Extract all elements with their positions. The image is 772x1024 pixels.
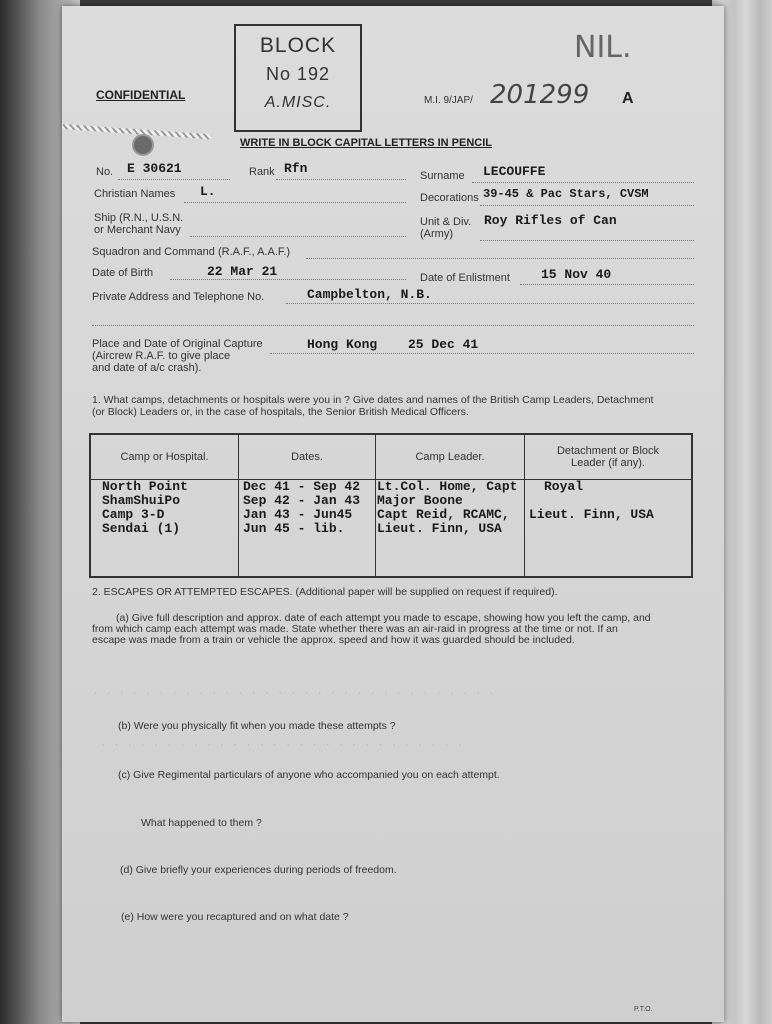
address-dotline-1 xyxy=(286,303,694,304)
squadron-dotline xyxy=(306,258,694,259)
ship-dotline xyxy=(190,236,406,237)
detachment-column xyxy=(525,480,693,578)
unit-label-2: (Army) xyxy=(420,228,453,240)
unit-value: Roy Rifles of Can xyxy=(484,213,617,228)
leader-entry: Lt.Col. Home, Capt xyxy=(377,479,518,494)
dates-entry: Jan 43 - Jun45 xyxy=(243,507,353,522)
rank-value: Rfn xyxy=(284,161,308,176)
handwritten-nil: NIL. xyxy=(574,30,632,65)
camps-table-body xyxy=(90,480,692,578)
stamp-line-block: BLOCK xyxy=(259,34,337,57)
camp-entry: Camp 3-D xyxy=(102,507,165,522)
capture-label-1: Place and Date of Original Capture xyxy=(92,338,263,350)
no-label: No. xyxy=(96,166,114,178)
detachment-entry: Royal xyxy=(544,479,584,494)
address-label: Private Address and Telephone No. xyxy=(92,291,265,303)
dates-entry: Jun 45 - lib. xyxy=(243,521,345,536)
camp-entry: ShamShuiPo xyxy=(102,493,181,508)
decorations-dotline xyxy=(480,205,694,206)
decorations-value: 39-45 & Pac Stars, CVSM xyxy=(483,187,649,201)
question-2c: (c) Give Regimental particulars of anyone who accompanied you on each attempt. xyxy=(118,769,500,781)
header-detachment: Detachment or Block Leader (if any). xyxy=(525,434,693,480)
camps-table-header xyxy=(90,434,692,480)
question-2a-line-1: (a) Give full description and approx. date of each attempt you made to escape, showing how you left the camp, and xyxy=(116,612,651,624)
mi-ref-label: M.I. 9/JAP/ xyxy=(424,95,473,106)
camp-entry: Sendai (1) xyxy=(102,521,181,536)
enlistment-dotline xyxy=(520,284,694,285)
question-1-line-2: (or Block) Leaders or, in the case of hospitals, the Senior British Medical Officers. xyxy=(92,406,469,418)
header-camp-leader: Camp Leader. xyxy=(376,434,525,480)
confidential-heading: CONFIDENTIAL xyxy=(96,88,186,102)
no-value: E 30621 xyxy=(127,161,182,176)
leader-entry: Capt Reid, RCAMC, xyxy=(377,507,510,522)
leader-column xyxy=(376,480,525,578)
capture-label-3: and date of a/c crash). xyxy=(92,362,202,374)
capture-date: 25 Dec 41 xyxy=(408,337,479,352)
dates-column xyxy=(239,480,376,578)
dob-dotline xyxy=(170,279,406,280)
surname-value: LECOUFFE xyxy=(483,164,546,179)
mi-ref-letter: A xyxy=(622,90,634,107)
question-2d: (d) Give briefly your experiences during periods of freedom. xyxy=(120,864,397,876)
camp-entry: North Point xyxy=(102,479,188,494)
header-dates: Dates. xyxy=(239,434,376,480)
surname-label: Surname xyxy=(420,170,465,182)
christian-dotline xyxy=(184,202,406,203)
unit-label-1: Unit & Div. xyxy=(420,216,472,228)
no-dotline xyxy=(118,179,230,180)
stamp-line-misc: A.MISC. xyxy=(264,94,332,111)
leader-entry: Major Boone xyxy=(377,493,463,508)
question-2a-line-2: from which camp each attempt was made. State whether there was an air-raid in progress at the time or not. If an xyxy=(92,623,618,635)
mi-ref-number: 201299 xyxy=(490,80,590,110)
reverse-bleed-through: · · · · · · · · · · · · · · · · · · · · · · · · · · · · xyxy=(100,740,464,752)
pto-note: P.T.O. xyxy=(634,1006,653,1013)
punch-hole xyxy=(132,134,154,156)
dob-value: 22 Mar 21 xyxy=(207,264,278,279)
christian-names-value: L. xyxy=(200,184,216,199)
question-2b: (b) Were you physically fit when you made these attempts ? xyxy=(118,720,396,732)
header-camp: Camp or Hospital. xyxy=(90,434,239,480)
question-2c-follow: What happened to them ? xyxy=(141,817,262,829)
detachment-entry xyxy=(525,494,691,508)
detachment-entry: Lieut. Finn, USA xyxy=(529,507,654,522)
question-2-heading: 2. ESCAPES OR ATTEMPTED ESCAPES. (Additional paper will be supplied on request if required). xyxy=(92,586,558,598)
capture-place: Hong Kong xyxy=(307,337,378,352)
enlistment-label: Date of Enlistment xyxy=(420,272,510,284)
stamp-line-number: No 192 xyxy=(265,64,331,84)
leader-entry: Lieut. Finn, USA xyxy=(377,521,502,536)
rank-dotline xyxy=(276,179,406,180)
block-stamp xyxy=(234,24,362,132)
question-2a-line-3: escape was made from a train or vehicle the approx. speed and how it was guarded should be included. xyxy=(92,634,575,646)
dates-entry: Dec 41 - Sep 42 xyxy=(243,479,361,494)
rank-label: Rank xyxy=(249,166,275,178)
camp-column xyxy=(90,480,239,578)
address-value: Campbelton, N.B. xyxy=(307,287,432,302)
capture-label-2: (Aircrew R.A.F. to give place xyxy=(92,350,231,362)
ship-label-2: or Merchant Navy xyxy=(94,224,181,236)
reverse-bleed-through: · · · · · · · · · · · · · · · · · · · · · · · · · · · · · · · xyxy=(92,688,495,700)
enlistment-value: 15 Nov 40 xyxy=(541,267,612,282)
pencil-instruction: WRITE IN BLOCK CAPITAL LETTERS IN PENCIL xyxy=(240,137,492,149)
surname-dotline xyxy=(472,182,694,183)
camps-table xyxy=(89,433,693,578)
ship-label-1: Ship (R.N., U.S.N. xyxy=(94,212,184,224)
unit-dotline xyxy=(480,240,694,241)
christian-names-label: Christian Names xyxy=(94,188,176,200)
dates-entry: Sep 42 - Jan 43 xyxy=(243,493,361,508)
question-2e: (e) How were you recaptured and on what date ? xyxy=(121,911,349,923)
capture-dotline xyxy=(270,353,694,354)
decorations-label: Decorations xyxy=(420,192,479,204)
address-dotline-2 xyxy=(92,325,694,326)
question-1-line-1: 1. What camps, detachments or hospitals were you in ? Give dates and names of the British Camp Leaders, Detachment xyxy=(92,394,654,406)
dob-label: Date of Birth xyxy=(92,267,154,279)
squadron-label: Squadron and Command (R.A.F., A.A.F.) xyxy=(92,246,291,258)
